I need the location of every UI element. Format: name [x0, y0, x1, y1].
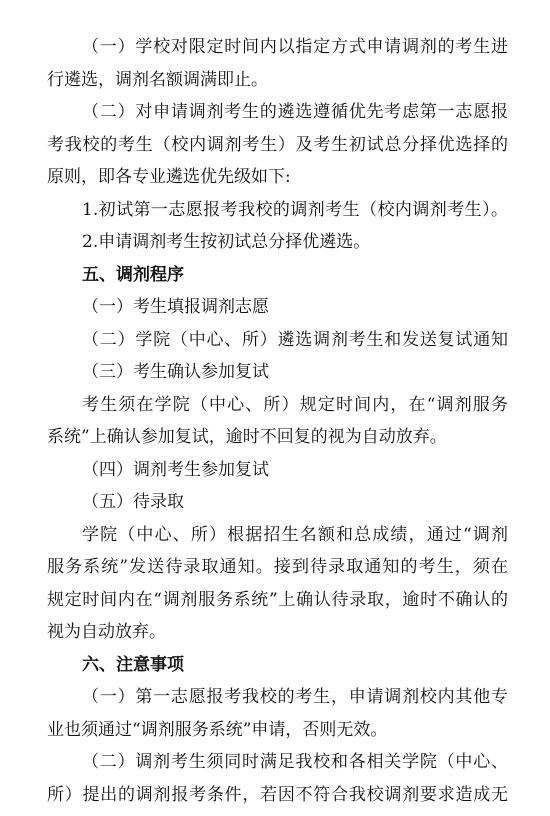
- paragraph-line: 考我校的考生（校内调剂考生）及考生初试总分择优选择的: [47, 134, 508, 155]
- paragraph-line: 原则，即各专业遴选优先级如下:: [47, 167, 291, 188]
- section-heading: 五、调剂程序: [82, 264, 184, 285]
- paragraph-line: 规定时间内在“调剂服务系统”上确认待录取，逾时不确认的: [47, 589, 508, 610]
- list-item: 2.申请调剂考生按初试总分择优遴选。: [82, 232, 371, 253]
- paragraph-line: 行遴选，调剂名额调满即止。: [47, 69, 268, 90]
- subsection-heading: （一）考生填报调剂志愿: [82, 297, 269, 318]
- paragraph-line: 服务系统”发送待录取通知。接到待录取通知的考生，须在: [47, 557, 508, 578]
- paragraph-line: 学院（中心、所）根据招生名额和总成绩，通过“调剂: [82, 524, 508, 545]
- subsection-heading: （四）调剂考生参加复试: [82, 459, 269, 480]
- paragraph-line: （一）学校对限定时间内以指定方式申请调剂的考生进: [82, 37, 508, 57]
- paragraph-line: 所）提出的调剂报考条件，若因不符合我校调剂要求造成无: [47, 785, 508, 805]
- paragraph-line: （二）对申请调剂考生的遴选遵循优先考虑第一志愿报: [82, 102, 508, 123]
- section-heading: 六、注意事项: [82, 654, 184, 675]
- paragraph-line: 考生须在学院（中心、所）规定时间内，在“调剂服务: [82, 394, 508, 415]
- paragraph-line: （二）调剂考生须同时满足我校和各相关学院（中心、: [82, 752, 508, 773]
- paragraph-line: 业也须通过“调剂服务系统”申请，否则无效。: [47, 719, 388, 740]
- subsection-heading: （三）考生确认参加复试: [82, 362, 269, 383]
- subsection-heading: （五）待录取: [82, 492, 184, 513]
- paragraph-line: （一）第一志愿报考我校的考生，申请调剂校内其他专: [82, 687, 508, 708]
- paragraph-line: 系统”上确认参加复试，逾时不回复的视为自动放弃。: [47, 427, 447, 448]
- paragraph-line: 视为自动放弃。: [47, 622, 166, 643]
- list-item: 1.初试第一志愿报考我校的调剂考生（校内调剂考生）。: [82, 199, 508, 220]
- subsection-heading: （二）学院（中心、所）遴选调剂考生和发送复试通知: [82, 329, 508, 350]
